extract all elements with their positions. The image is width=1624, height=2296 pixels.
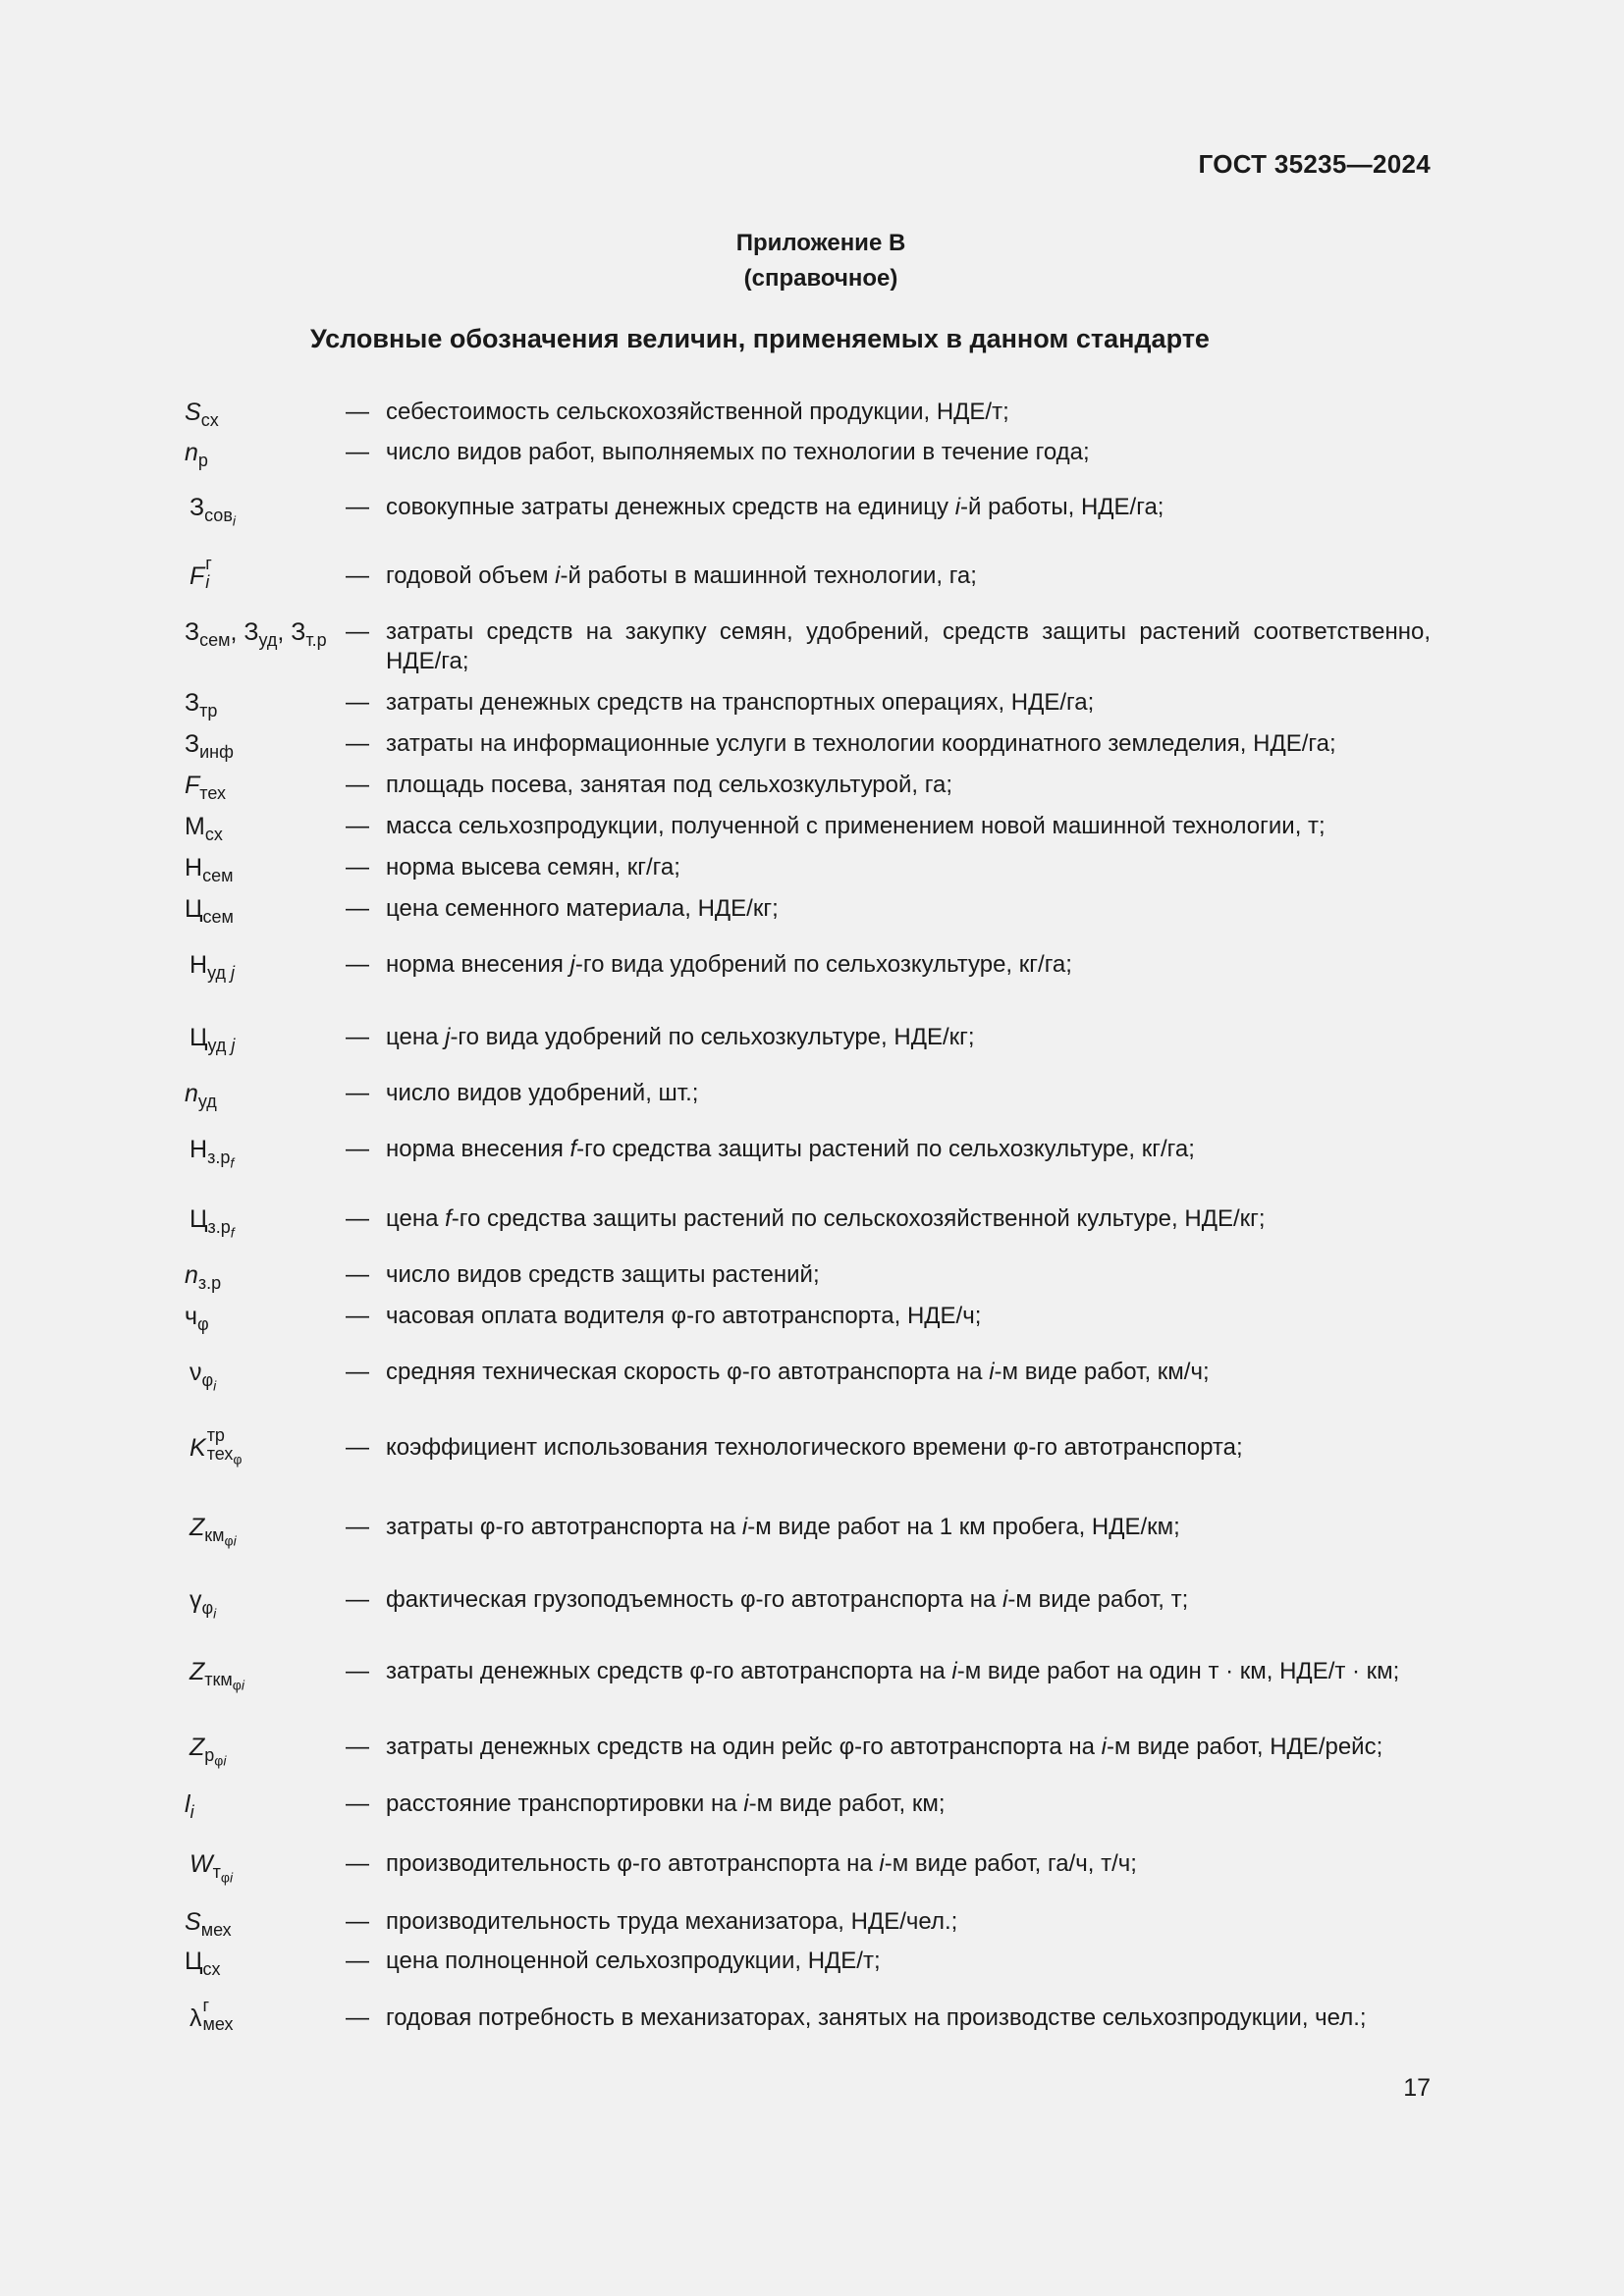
dash: — (346, 1434, 369, 1461)
dash: — (346, 618, 369, 645)
dash: — (346, 1080, 369, 1106)
definition-text: масса сельхозпродукции, полученной с применением новой машинной технологии, т; (386, 813, 1326, 839)
symbol: $З_{сов_i}$ (189, 494, 237, 529)
symbol: $Ц_{з.р_f}$ (189, 1205, 235, 1241)
definition-text: площадь посева, занятая под сельхозкультурой, га; (386, 772, 952, 798)
definition-text: затраты φ-го автотранспорта на i-м виде работ на 1 км пробега, НДЕ/км; (386, 1514, 1180, 1540)
symbol: $F_{тех}$ (185, 772, 226, 803)
dash: — (346, 1850, 369, 1877)
dash: — (346, 494, 369, 520)
appendix-heading (0, 226, 1624, 296)
dash: — (346, 1514, 369, 1540)
definition-text: затраты денежных средств на транспортных операциях, НДЕ/га; (386, 689, 1095, 716)
dash: — (346, 1024, 369, 1050)
symbol: $Н_{уд j}$ (189, 951, 235, 983)
definition-text: затраты на информационные услуги в технологии координатного земледелия, НДЕ/га; (386, 730, 1336, 757)
dash: — (346, 895, 369, 922)
definition-text: норма внесения f-го средства защиты растений по сельхозкультуре, кг/га; (386, 1136, 1195, 1162)
dash: — (346, 772, 369, 798)
symbol: $S_{сх}$ (185, 399, 219, 430)
symbol: $Н_{сем}$ (185, 854, 234, 885)
symbol: $l_i$ (185, 1790, 194, 1822)
definition-text: число видов средств защиты растений; (386, 1261, 820, 1288)
symbol: $Z_{ткм_{\varphi i}}$ (189, 1658, 244, 1693)
symbol: K тр тех$_\varphi$ (189, 1425, 243, 1468)
dash: — (346, 1658, 369, 1684)
dash: — (346, 1948, 369, 1974)
definition-text: годовая потребность в механизаторах, занятых на производстве сельхозпродукции, чел.; (386, 2004, 1367, 2031)
definition-text: коэффициент использования технологического времени φ-го автотранспорта; (386, 1434, 1243, 1461)
dash: — (346, 1586, 369, 1613)
symbol: $Н_{з.р_f}$ (189, 1136, 235, 1171)
definition-text: расстояние транспортировки на i-м виде работ, км; (386, 1790, 946, 1817)
definition-text: затраты денежных средств φ-го автотранспорта на i-м виде работ на один т · км, НДЕ/т · км; (386, 1658, 1400, 1684)
dash: — (346, 1908, 369, 1935)
page-number: 17 (1403, 2074, 1431, 2102)
definition-text: число видов удобрений, шт.; (386, 1080, 699, 1106)
appendix-title: Приложение В (735, 230, 906, 256)
document-code: ГОСТ 35235—2024 (1198, 149, 1431, 179)
definition-text: совокупные затраты денежных средств на единицу i-й работы, НДЕ/га; (386, 494, 1164, 520)
dash: — (346, 951, 369, 978)
symbol: $М_{сх}$ (185, 813, 223, 844)
section-title: Условные обозначения величин, применяемых в данном стандарте (310, 324, 1210, 353)
definition-text: цена полноценной сельхозпродукции, НДЕ/т; (386, 1948, 881, 1974)
symbol: $Z_{км_{\varphi i}}$ (189, 1514, 237, 1549)
definition-text: годовой объем i-й работы в машинной технологии, га; (386, 562, 977, 589)
symbol: $n_{уд}$ (185, 1080, 217, 1111)
definition-text: затраты средств на закупку семян, удобрений, средств защиты растений соответственно, НДЕ/га; (386, 618, 1431, 674)
dash: — (346, 1303, 369, 1329)
dash: — (346, 562, 369, 589)
definition-text: норма высева семян, кг/га; (386, 854, 680, 881)
definition-text: затраты денежных средств на один рейс φ-го автотранспорта на i-м виде работ, НДЕ/рейс; (386, 1734, 1383, 1760)
symbol: $Z_{р_{\varphi i}}$ (189, 1734, 227, 1769)
symbol: $n_р$ (185, 439, 208, 470)
symbol: $З_{сем}$, $З_{уд}$, $З_{т.р}$ (185, 618, 327, 650)
symbol: $З_{тр}$ (185, 689, 218, 721)
dash: — (346, 1261, 369, 1288)
definition-text: цена f-го средства защиты растений по сельскохозяйственной культуре, НДЕ/кг; (386, 1205, 1266, 1232)
symbol: $\gamma_{\varphi_i}$ (189, 1586, 217, 1622)
definition-text: норма внесения j-го вида удобрений по сельхозкультуре, кг/га; (386, 951, 1072, 978)
definition-text: число видов работ, выполняемых по технологии в течение года; (386, 439, 1090, 465)
definition-text: производительность труда механизатора, НДЕ/чел.; (386, 1908, 958, 1935)
dash: — (346, 730, 369, 757)
symbol: $n_{з.р}$ (185, 1261, 222, 1293)
definition-text: цена семенного материала, НДЕ/кг; (386, 895, 779, 922)
definition-text: средняя техническая скорость φ-го автотранспорта на i-м виде работ, км/ч; (386, 1359, 1210, 1385)
dash: — (346, 2004, 369, 2031)
symbol: $Ц_{сх}$ (185, 1948, 221, 1979)
symbol: F г i (189, 554, 212, 593)
dash: — (346, 1136, 369, 1162)
dash: — (346, 1205, 369, 1232)
definition-text: производительность φ-го автотранспорта на i-м виде работ, га/ч, т/ч; (386, 1850, 1137, 1877)
definition-text: цена j-го вида удобрений по сельхозкультуре, НДЕ/кг; (386, 1024, 975, 1050)
definition-text: себестоимость сельскохозяйственной продукции, НДЕ/т; (386, 399, 1009, 425)
definition-text: фактическая грузоподъемность φ-го автотранспорта на i-м виде работ, т; (386, 1586, 1189, 1613)
symbol: $Ц_{сем}$ (185, 895, 234, 927)
dash: — (346, 813, 369, 839)
symbol: $W_{т_{\varphi i}}$ (189, 1850, 234, 1886)
symbol: $\nu_{\varphi_i}$ (189, 1359, 217, 1394)
dash: — (346, 439, 369, 465)
definition-text: часовая оплата водителя φ-го автотранспорта, НДЕ/ч; (386, 1303, 982, 1329)
symbol: λ г мех (189, 1996, 234, 2035)
appendix-subtitle: (справочное) (743, 265, 898, 292)
dash: — (346, 399, 369, 425)
symbol: $S_{мех}$ (185, 1908, 232, 1940)
symbol: $З_{инф}$ (185, 730, 234, 762)
dash: — (346, 854, 369, 881)
symbol: $Ц_{уд j}$ (189, 1024, 236, 1055)
dash: — (346, 1359, 369, 1385)
dash: — (346, 1790, 369, 1817)
dash: — (346, 1734, 369, 1760)
dash: — (346, 689, 369, 716)
symbol: $ч_\varphi$ (185, 1303, 209, 1334)
